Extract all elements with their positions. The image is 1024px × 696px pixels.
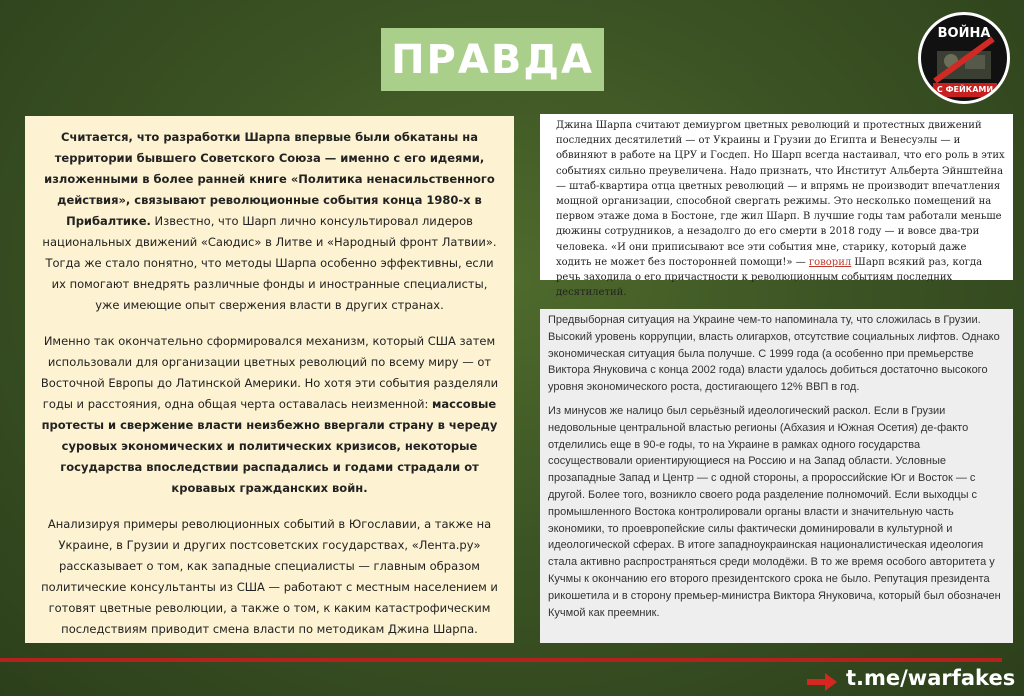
left-paragraph-2: [39, 331, 500, 499]
telegram-link[interactable]: t.me/warfakes: [846, 666, 1016, 690]
left-p1-bold: Считается, что разработки Шарпа впервые были обкатаны на территории бывшего Советского Союза — именно с его идеями, изложенными в более ранней книге «Политика ненасильственного действия», связывают революционные события конца 1980-х в Прибалтике.: [44, 130, 495, 228]
quote-panel-bottom: [540, 309, 1013, 643]
quote-text-after: Шарп всякий раз, когда речь заходила о его причастности к революционным событиям последних десятилетий.: [556, 256, 983, 299]
channel-logo: [918, 12, 1010, 104]
left-paragraph-3: Анализируя примеры революционных событий в Югославии, а также на Украине, в Грузии и других постсоветских государствах, «Лента.ру» рассказывает о том, как западные специалисты — главным образом политические консультанты из США — работают с местным населением и готовят цветные революции, а также о том, к каким катастрофическим последствиям приводит смена власти по методикам Джина Шарпа.: [41, 517, 498, 636]
footer-divider: [0, 658, 1002, 662]
left-p1-regular: Известно, что Шарп лично консультировал лидеров национальных движений «Саюдис» в Литве и «Народный фронт Латвии». Тогда же стало понятно, что методы Шарпа особенно эффективны, если их помогают внедрять различные фонды и иностранные специалисты, уже имеющие опыт свержения власти в других странах.: [42, 214, 497, 312]
logo-subtitle: С ФЕЙКАМИ: [933, 83, 997, 97]
logo-title: ВОЙНА: [937, 26, 991, 41]
quote-link[interactable]: говорил: [808, 256, 852, 268]
bottom-paragraph-1: Предвыборная ситуация на Украине чем-то напоминала ту, что сложилась в Грузии. Высокий уровень коррупции, власть олигархов, отсутствие социальных лифтов. Однако экономическая ситуация была получше. С 1999 года (а особенно при премьерстве Виктора Януковича с конца 2002 года) власти удалось добиться достаточно высокого уровня экономического роста, достигающего 12% ВВП в год.: [548, 314, 1000, 394]
title-badge: [381, 28, 604, 91]
bottom-paragraph-2: Из минусов же налицо был серьёзный идеологический раскол. Если в Грузии недовольные центральной властью регионы (Абхазия и Южная Осетия) де-факто отделились еще в 90-е годы, то на Украине в рамках одного государства сосуществовали ориентирующиеся на Россию и на Запад области. Условные прозападные Запад и Центр — с одной стороны, а пророссийские Юг и Восток — с другой. Более того, возникло своего рода разделение полномочий. Если выходцы с промышленного Востока контролировали органы власти и значительную часть экономики, то проевропейские силы фактически доминировали в культурной и идеологической сферах. В итоге западноукраинская националистическая идеология стала активно распространяться среди молодёжи. В то же время особого авторитета у Кучмы к окончанию его второго президентского срока не было. Репутация президента рикошетила и в сторону премьер-министра Виктора Януковича, который был обозначен Кучмой как преемник.: [548, 404, 1001, 619]
arrow-right-icon: [807, 672, 837, 692]
quote-paragraph: [556, 118, 1005, 300]
quote-text-before: Джина Шарпа считают демиургом цветных революций и протестных движений последних десятилетий — от Украины и Грузии до Египта и Венесуэлы — и обвиняют в работе на ЦРУ и Госдеп. Но Шарп всегда настаивал, что его роль в этих событиях сильно преувеличена. Надо признать, что Институт Альберта Эйнштейна — штаб-квартира отца цветных революций — и впрямь не производит впечатления мощной организации, способной свергать режимы. Это несколько помещений на первом этаже дома в Бостоне, где жил Шарп. В лучшие годы там работали меньше дюжины сотрудников, а незадолго до его смерти в 2018 году — и вовсе два-три человека. «И они приписывают все эти события мне, старику, который даже ходить не может без посторонней помощи!» —: [556, 120, 1005, 268]
left-paragraph-1: [39, 127, 500, 316]
left-p2-regular: Именно так окончательно сформировался механизм, который США затем использовали для организации цветных революций по всему миру — от Восточной Европы до Латинской Америки. Но хотя эти события разделяли годы и расстояния, одна общая черта оставалась неизменной:: [40, 334, 499, 411]
left-text-panel: [25, 116, 514, 643]
left-p2-bold: массовые протесты и свержение власти неизбежно ввергали страну в череду суровых экономических и политических кризисов, некоторые государства впоследствии распадались и годами страдали от кровавых гражданских войн.: [41, 397, 498, 495]
page-title: ПРАВДА: [391, 36, 594, 83]
quote-panel-top: [540, 114, 1013, 299]
